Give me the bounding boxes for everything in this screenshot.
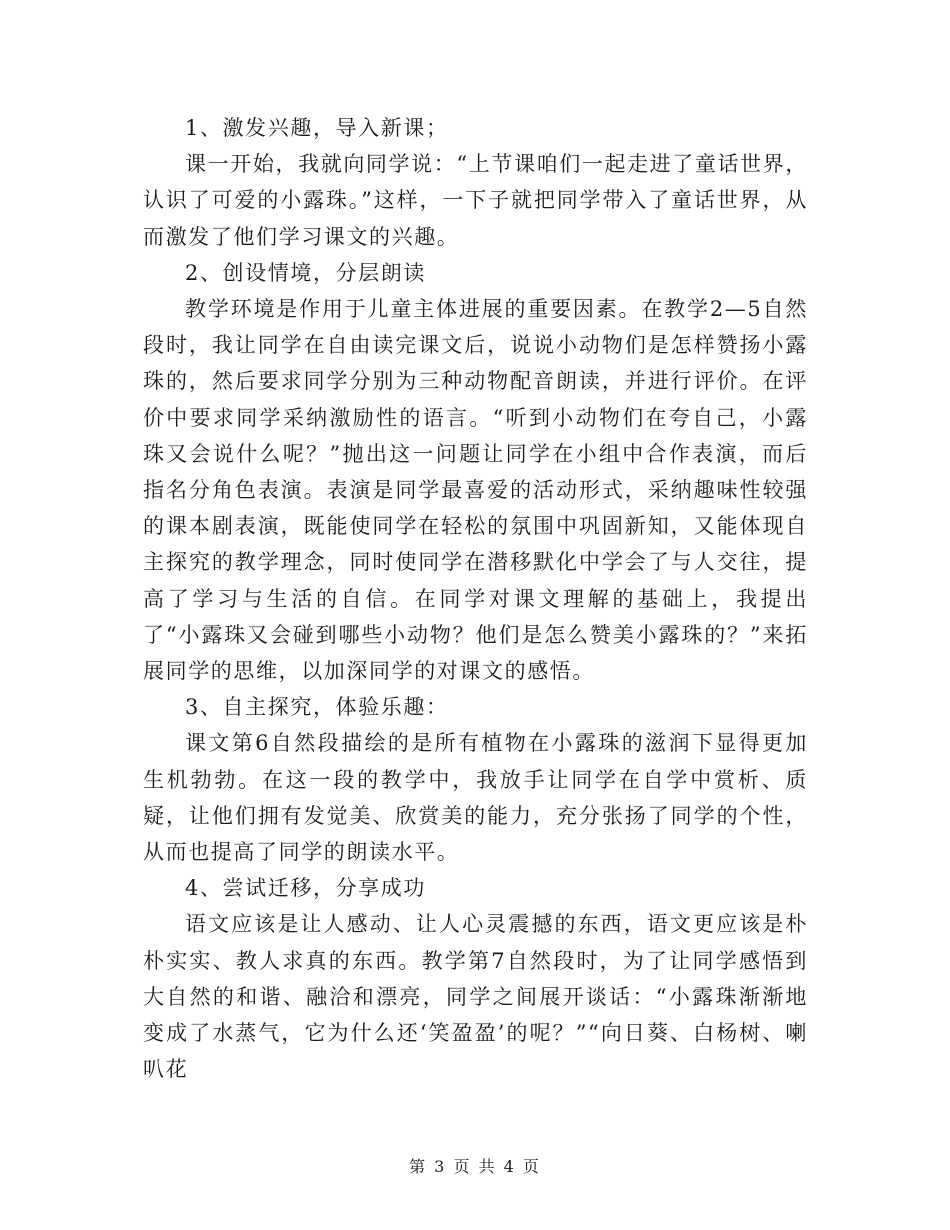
section-heading-4: 4、尝试迁移，分享成功 (185, 876, 426, 901)
section-paragraph-1: 课一开始，我就向同学说：“上节课咱们一起走进了童话世界，认识了可爱的小露珠。”这样，一下子就把同学带入了童话世界，从而激发了他们学习课文的兴趣。 (143, 152, 808, 249)
page-body (143, 110, 808, 1087)
section-paragraph-2: 教学环境是作用于儿童主体进展的重要因素。在教学2—5自然段时，我让同学在自由读完课文后，说说小动物们是怎样赞扬小露珠的，然后要求同学分别为三种动物配音朗读，并进行评价。在评价中要求同学采纳激励性的语言。“听到小动物们在夸自己，小露珠又会说什么呢？”抛出这一问题让同学在小组中合作表演，而后指名分角色表演。表演是同学最喜爱的活动形式，采纳趣味性较强的课本剧表演，既能使同学在轻松的氛围中巩固新知，又能体现自主探究的教学理念，同时使同学在潜移默化中学会了与人交往，提高了学习与生活的自信。在同学对课文理解的基础上，我提出了“小露珠又会碰到哪些小动物？他们是怎么赞美小露珠的？”来拓展同学的思维，以加深同学的对课文的感悟。 (143, 297, 808, 684)
section-heading-3: 3、自主探究，体验乐趣： (185, 695, 449, 720)
page-number-footer: 第 3 页 共 4 页 (409, 1157, 541, 1176)
section-heading-1: 1、激发兴趣，导入新课； (185, 116, 449, 140)
section-paragraph-4: 语文应该是让人感动、让人心灵震撼的东西，语文更应该是朴朴实实、教人求真的东西。教学第7自然段时，为了让同学感悟到大自然的和谐、融洽和漂亮，同学之间展开谈话：“小露珠渐渐地变成了水蒸气，它为什么还‘笑盈盈’的呢？”“向日葵、白杨树、喇叭花 (143, 912, 808, 1082)
section-heading-2: 2、创设情境，分层朗读 (185, 260, 426, 285)
section-paragraph-3: 课文第6自然段描绘的是所有植物在小露珠的滋润下显得更加生机勃勃。在这一段的教学中，我放手让同学在自学中赏析、质疑，让他们拥有发觉美、欣赏美的能力，充分张扬了同学的个性，从而也提高了同学的朗读水平。 (143, 731, 808, 865)
